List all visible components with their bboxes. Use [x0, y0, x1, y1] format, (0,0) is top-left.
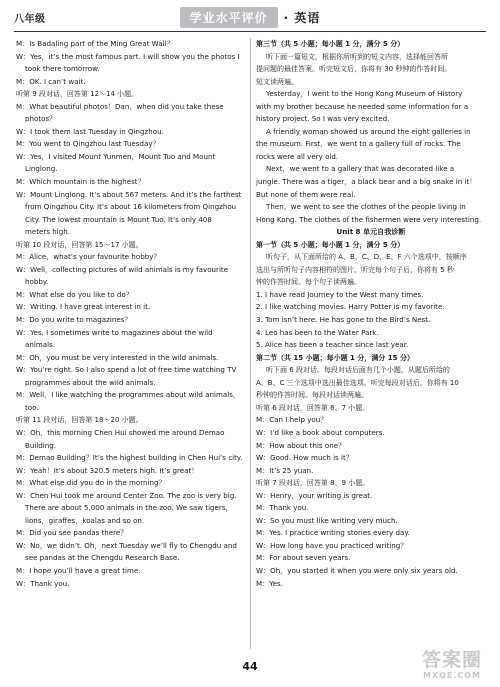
text-line: W：I’d like a book about computers.: [256, 427, 385, 437]
text-line: Building.: [25, 440, 57, 450]
text-line: the museum. First，we went to a gallery full of rocks. The: [256, 139, 461, 149]
text-line: M：Alice，what’s your favourite hobby？: [16, 252, 161, 262]
text-line: 选出与所听句子内容相符的图片。听完每个句子后，你将有 5 秒: [256, 265, 454, 274]
text-line: 1. I have read Journey to the West many times.: [256, 289, 424, 299]
watermark-logo: [410, 649, 494, 683]
text-line: M：Is Badaling part of the Ming Great Wall？: [16, 39, 174, 48]
text-line: Hong Kong. The clothes of the fishermen were very interesting.: [256, 214, 482, 224]
text-line: 秒钟的作答时间。每段对话读两遍。: [256, 391, 368, 400]
text-line: M：Did you see pandas there？: [16, 528, 128, 538]
text-line: M：Thank you.: [256, 503, 309, 513]
text-line: W：Writing. I have great interest in it.: [16, 302, 151, 312]
text-line: 第三节（共 5 小题；每小题 1 分，满分 5 分）: [256, 40, 405, 48]
text-line: M：Yes. I practice writing stories every day.: [256, 528, 410, 538]
text-line: meters high.: [25, 227, 71, 237]
text-line: A friendly woman showed us around the eight galleries in: [266, 126, 471, 136]
text-line: W：Well，collecting pictures of wild animals is my favourite: [16, 264, 229, 274]
text-line: 钟的作答时间。每个句子读两遍。: [256, 278, 361, 287]
text-line: City. The lowest mountain is Mount Tuo. It’s only 408: [25, 214, 212, 224]
text-line: 5. Alice has been a teacher since last year.: [256, 340, 409, 350]
text-line: M：What beautiful photos！Dan，when did you take these: [16, 101, 224, 111]
text-line: W：Yes，it’s the most famous part. I will show you the photos I: [16, 51, 240, 61]
text-line: 提问题的最佳答案。听完短文后，你将有 30 秒钟的作答时间。: [256, 65, 452, 74]
text-line: 2. I like watching movies. Harry Potter is my favorite.: [256, 302, 445, 312]
page-number: 44: [242, 660, 258, 673]
text-line: 听下面 6 段对话。每段对话后面有几个小题，从题后所给的: [266, 366, 450, 375]
text-line: M：Yes.: [256, 578, 283, 588]
text-line: history project. So I was very excited.: [256, 114, 390, 124]
text-line: There are about 5,000 animals in the zoo. We saw tigers，: [25, 503, 233, 513]
text-line: W：Oh，this morning Chen Hui showed me around Demao: [16, 427, 225, 437]
text-line: W：How long have you practiced writing？: [256, 540, 408, 550]
text-line: But none of them were real.: [256, 189, 356, 199]
grade-label: 八年级: [14, 13, 46, 25]
text-line: 第二节（共 15 小题；每小题 1 分，满分 15 分）: [256, 353, 414, 362]
watermark-sub: MXQE.COM: [422, 671, 482, 680]
text-line: M：Which mountain is the highest？: [16, 177, 145, 187]
text-line: W：Good. How much is it？: [256, 453, 353, 463]
text-line: 听句子，从下面所给的 A、B、C、D、E、F 六个选项中，按顺序: [266, 253, 467, 262]
text-line: rocks were all very old.: [256, 151, 339, 161]
text-line: W：Oh，you started it when you were only six years old.: [256, 565, 458, 575]
subject-label: · 英语: [283, 10, 321, 25]
text-line: Unit 8 单元自我诊断: [336, 227, 406, 237]
page-header: [14, 4, 486, 30]
text-line: M：You went to Qingzhou last Tuesday？: [16, 139, 160, 149]
text-line: 听第 9 段对话，回答第 12～14 小题。: [16, 90, 139, 99]
text-line: M：I hope you’ll have a great time.: [16, 565, 141, 575]
text-line: 听第 6 段对话，回答第 6、7 小题。: [256, 403, 370, 412]
text-line: W：No，we didn’t. Oh，next Tuesday we’ll fly to Chengdu and: [16, 540, 237, 550]
header-rule: [14, 31, 486, 32]
watermark-main: 答案圈: [421, 649, 482, 671]
text-line: 3. Tom isn’t here. He has gone to the Bird’s Nest.: [256, 315, 431, 325]
text-line: M：Do you write to magazines？: [16, 315, 132, 325]
text-line: 4. Leo has been to the Water Park.: [256, 327, 379, 337]
text-line: W：Yeah！It’s about 320.5 meters high. It’s great！: [16, 465, 199, 475]
text-line: M：How about this one？: [256, 440, 346, 450]
text-line: animals.: [25, 340, 55, 350]
text-line: from Qingzhou City. It’s about 16 kilometers from Qingzhou: [25, 202, 237, 212]
text-line: with my brother because he needed some information for a: [256, 101, 469, 111]
text-line: W：Yes，I visited Mount Yunmen，Mount Tuo and Mount: [16, 151, 216, 161]
text-line: 短文读两遍。: [256, 77, 298, 86]
text-line: M：Demao Building？It’s the highest building in Chen Hui’s city.: [16, 453, 243, 463]
text-line: 听第 11 段对话，回答第 18～20 小题。: [16, 416, 143, 425]
text-line: took there tomorrow.: [25, 64, 100, 74]
text-line: Linglong.: [25, 164, 58, 174]
text-line: see pandas at the Chengdu Research Base.: [25, 553, 180, 563]
text-line: lions，giraffes，koalas and so on.: [25, 515, 145, 525]
banner-title: 学业水平评价: [180, 7, 278, 28]
text-line: 听第 10 段对话，回答第 15～17 小题。: [16, 240, 143, 249]
text-line: Yesterday，I went to the Hong Kong Museum of History: [266, 89, 463, 99]
text-line: W：Henry，your writing is great.: [256, 490, 373, 500]
text-line: M：Can I help you？: [256, 415, 328, 425]
title-banner: [180, 6, 321, 28]
column-divider: [250, 38, 251, 649]
text-line: Next，we went to a gallery that was decorated like a: [266, 164, 455, 174]
text-line: Then，we went to see the clothes of the people living in: [266, 202, 466, 212]
text-line: W：Chen Hui took me around Center Zoo. The zoo is very big.: [16, 490, 237, 500]
text-line: M：What else do you like to do？: [16, 289, 133, 299]
left-column: [16, 38, 246, 649]
text-line: 第一节（共 5 小题；每小题 1 分，满分 5 分）: [256, 240, 405, 249]
text-line: M：For about seven years.: [256, 553, 351, 563]
text-line: W：I took them last Tuesday in Qingzhou.: [16, 126, 164, 136]
text-line: 听第 7 段对话，回答第 8、9 小题。: [256, 479, 370, 488]
text-line: M：It’s 25 yuan.: [256, 465, 314, 475]
text-line: M：Well，I like watching the programmes about wild animals，: [16, 390, 240, 400]
text-line: photos？: [25, 114, 57, 124]
text-line: jungle. There was a tiger，a black bear and a big snake in it！: [256, 177, 477, 187]
text-line: A、B、C 三个选项中选出最佳选项。听完每段对话后，你将有 10: [256, 378, 459, 387]
text-line: M：What else did you do in the morning？: [16, 478, 166, 488]
right-column: [256, 38, 486, 649]
text-line: M：OK. I can’t wait.: [16, 76, 86, 86]
text-line: W：Mount Linglong. It’s about 567 meters. And it’s the farthest: [16, 189, 242, 199]
text-line: 听下面一篇短文，根据你所听到的短文内容，选择能回答所: [266, 52, 448, 61]
text-line: programmes about the wild animals.: [25, 377, 156, 387]
text-line: too.: [25, 402, 39, 412]
text-line: W：So you must like writing very much.: [256, 515, 398, 525]
text-line: M：Oh，you must be very interested in the wild animals.: [16, 352, 219, 362]
text-line: W：You’re right. So I also spend a lot of free time watching TV: [16, 365, 237, 375]
text-line: hobby.: [25, 277, 49, 287]
text-line: W：Thank you.: [16, 578, 70, 588]
text-line: W：Yes. I sometimes write to magazines about the wild: [16, 327, 213, 337]
